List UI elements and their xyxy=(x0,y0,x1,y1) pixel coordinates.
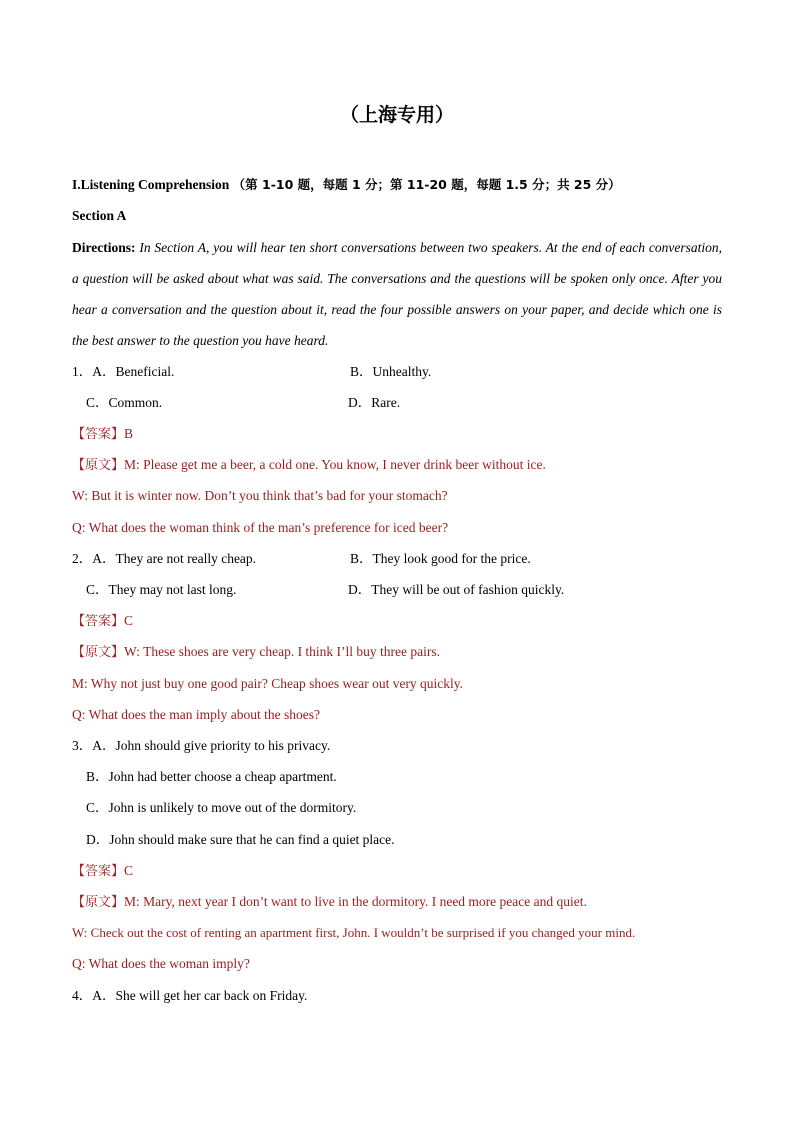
question-number: 4． xyxy=(72,988,93,1003)
question-4-option-a: 4．A．She will get her car back on Friday. xyxy=(72,988,308,1003)
part-heading-row xyxy=(72,176,621,194)
question-1-option-d: D．Rare. xyxy=(348,395,401,410)
directions-text: In Section A, you will hear ten short conversations between two speakers. At the end of each conversation, a question will be asked about what was said. The conversations and the questions will be spoken only once. After you hear a conversation and the question about it, read the four possible answers on your paper, and decide which one is the best answer to the question you have heard. xyxy=(72,240,722,348)
question-1-option-a: 1．A．Beneficial. xyxy=(72,364,175,379)
page-title: （上海专用） xyxy=(339,104,454,126)
question-number: 1． xyxy=(72,364,93,379)
question-1-transcript-2: W: But it is winter now. Don’t you think that’s bad for your stomach? xyxy=(72,488,448,503)
part-scoring: （第 1-10 题，每题 1 分；第 11-20 题，每题 1.5 分；共 25 分） xyxy=(232,177,621,192)
directions-label: Directions: xyxy=(72,240,136,255)
question-number: 2． xyxy=(72,551,93,566)
question-2-transcript-1: 【原文】W: These shoes are very cheap. I think I’ll buy three pairs. xyxy=(72,644,441,660)
question-2-option-c: C．They may not last long. xyxy=(86,582,237,597)
question-2-transcript-3: Q: What does the man imply about the shoes? xyxy=(72,707,320,722)
question-3-transcript-3: Q: What does the woman imply? xyxy=(72,956,250,971)
question-2-option-a: 2．A．They are not really cheap. xyxy=(72,551,257,566)
question-3-transcript-2: W: Check out the cost of renting an apartment first, John. I wouldn’t be surprised if you changed your mind. xyxy=(72,925,636,940)
question-number: 3． xyxy=(72,738,93,753)
directions-paragraph xyxy=(72,232,722,356)
question-3-transcript-1: 【原文】M: Mary, next year I don’t want to live in the dormitory. I need more peace and quiet. xyxy=(72,894,587,910)
question-3-answer: 【答案】C xyxy=(72,863,134,879)
answer-label: 【答案】 xyxy=(72,864,125,879)
question-1-option-b: B．Unhealthy. xyxy=(350,364,432,379)
part-heading: I.Listening Comprehension xyxy=(72,177,230,192)
section-heading: Section A xyxy=(72,208,127,223)
question-2-option-d: D．They will be out of fashion quickly. xyxy=(348,582,565,597)
question-3-option-c: C．John is unlikely to move out of the dormitory. xyxy=(86,800,357,815)
transcript-label: 【原文】 xyxy=(72,458,125,473)
transcript-label: 【原文】 xyxy=(72,895,125,910)
transcript-label: 【原文】 xyxy=(72,645,125,660)
question-2-option-b: B．They look good for the price. xyxy=(350,551,531,566)
question-3-option-b: B．John had better choose a cheap apartment. xyxy=(86,769,337,784)
question-2-answer: 【答案】C xyxy=(72,613,134,629)
question-1-transcript-1: 【原文】M: Please get me a beer, a cold one. You know, I never drink beer without ice. xyxy=(72,457,546,473)
question-1-option-c: C．Common. xyxy=(86,395,163,410)
answer-label: 【答案】 xyxy=(72,427,125,442)
question-1-transcript-3: Q: What does the woman think of the man’s preference for iced beer? xyxy=(72,520,449,535)
question-3-option-a: 3．A．John should give priority to his privacy. xyxy=(72,738,331,753)
question-1-answer: 【答案】B xyxy=(72,426,134,442)
question-2-transcript-2: M: Why not just buy one good pair? Cheap shoes wear out very quickly. xyxy=(72,676,464,691)
question-3-option-d: D．John should make sure that he can find a quiet place. xyxy=(86,832,395,847)
answer-label: 【答案】 xyxy=(72,614,125,629)
